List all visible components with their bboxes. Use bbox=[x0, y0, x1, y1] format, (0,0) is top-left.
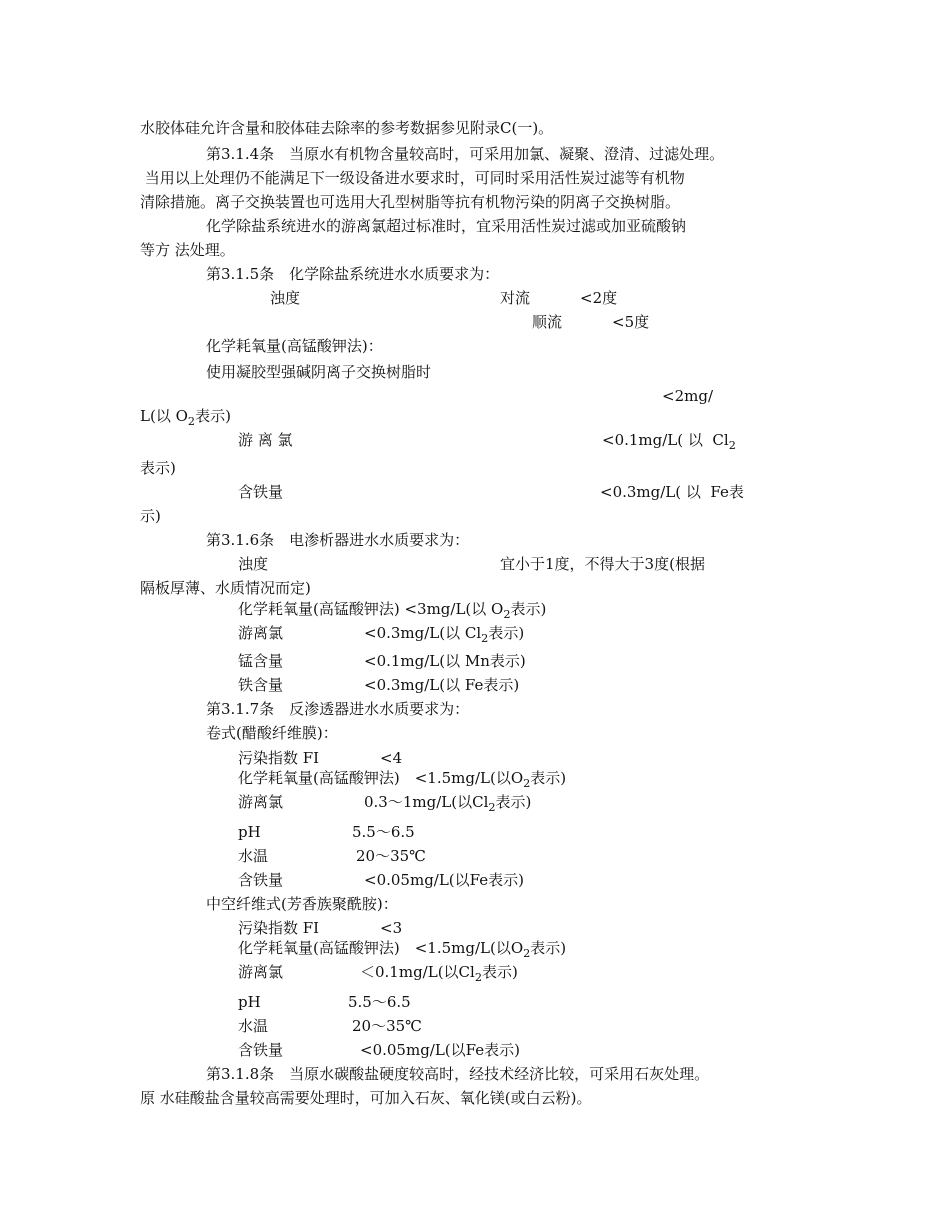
text-line bbox=[364, 870, 524, 890]
text-run: 顺流 bbox=[532, 313, 563, 331]
text-line bbox=[238, 748, 319, 768]
text-line bbox=[140, 458, 176, 478]
text-line bbox=[140, 406, 231, 426]
text-run: 表示) bbox=[195, 407, 231, 425]
text-run: 0.3～1mg/L(以Cl bbox=[364, 793, 489, 811]
text-line bbox=[360, 962, 518, 982]
text-run: <2度 bbox=[580, 289, 618, 307]
text-run: 表示) bbox=[140, 459, 176, 477]
text-line bbox=[238, 623, 283, 643]
text-line bbox=[206, 144, 724, 164]
text-line bbox=[500, 554, 705, 574]
text-run: 第3.1.8条 当原水碳酸盐硬度较高时，经技术经济比较，可采用石灰处理。 bbox=[206, 1065, 710, 1083]
text-run: 水胶体硅允许含量和胶体硅去除率的参考数据参见附录C(一)。 bbox=[140, 119, 554, 137]
text-run: 游离氯 bbox=[238, 793, 284, 811]
text-line bbox=[238, 651, 283, 671]
text-run: 表示) bbox=[510, 600, 547, 618]
text-run: <4 bbox=[380, 749, 403, 767]
text-run: 等方 法处理。 bbox=[140, 241, 235, 259]
text-run: 污染指数 FI bbox=[238, 919, 320, 937]
text-run: 游离氯 bbox=[238, 624, 284, 642]
text-run: 含铁量 bbox=[238, 1041, 284, 1059]
subscript: 2 bbox=[523, 946, 531, 960]
text-run: 化学耗氧量(高锰酸钾法) <1.5mg/L(以O bbox=[238, 769, 524, 787]
subscript: 2 bbox=[728, 438, 736, 452]
text-run: <0.3mg/L(以 Fe表示) bbox=[364, 676, 520, 694]
text-run: 浊度 bbox=[238, 555, 269, 573]
text-line bbox=[238, 992, 261, 1012]
text-line bbox=[352, 822, 415, 842]
text-run: 化学耗氧量(高锰酸钾法)： bbox=[206, 337, 383, 355]
text-run: 铁含量 bbox=[238, 676, 284, 694]
text-run: <5度 bbox=[612, 313, 650, 331]
text-line bbox=[140, 1088, 591, 1108]
text-run: <0.05mg/L(以Fe表示) bbox=[360, 1041, 520, 1059]
text-line bbox=[380, 918, 402, 938]
text-line bbox=[356, 846, 426, 866]
text-run: 5.5～6.5 bbox=[348, 993, 411, 1011]
text-line bbox=[206, 264, 499, 284]
text-run: 游 离 氯 bbox=[238, 431, 293, 449]
text-run: 使用凝胶型强碱阴离子交换树脂时 bbox=[206, 363, 432, 381]
text-line bbox=[206, 723, 338, 743]
text-line bbox=[238, 1040, 283, 1060]
text-line bbox=[206, 530, 469, 550]
text-run: 表示) bbox=[495, 793, 532, 811]
text-run: 污染指数 FI bbox=[238, 749, 320, 767]
text-run: 第3.1.7条 反渗透器进水水质要求为： bbox=[206, 700, 470, 718]
text-run: 第3.1.5条 化学除盐系统进水水质要求为： bbox=[206, 265, 500, 283]
text-run: 清除措施。离子交换装置也可选用大孔型树脂等抗有机物污染的阴离子交换树脂。 bbox=[140, 193, 681, 211]
text-run: 卷式(醋酸纤维膜)： bbox=[206, 724, 338, 742]
text-line bbox=[238, 870, 283, 890]
text-line bbox=[206, 699, 469, 719]
text-run: 表示) bbox=[530, 769, 567, 787]
text-line bbox=[238, 482, 283, 502]
text-run: L(以 O bbox=[140, 407, 188, 425]
text-line bbox=[352, 1016, 422, 1036]
text-line bbox=[364, 675, 519, 695]
text-run: 化学耗氧量(高锰酸钾法) <3mg/L(以 O bbox=[238, 600, 504, 618]
text-run: 表示) bbox=[530, 939, 567, 957]
text-run: 中空纤维式(芳香族聚酰胺)： bbox=[206, 895, 398, 913]
text-run: 第3.1.4条 当原水有机物含量较高时，可采用加氯、凝聚、澄清、过滤处理。 bbox=[206, 145, 725, 163]
text-run: 化学除盐系统进水的游离氯超过标准时，宜采用活性炭过滤或加亚硫酸钠 bbox=[206, 217, 687, 235]
text-run: 宜小于1度，不得大于3度(根据 bbox=[500, 555, 705, 573]
subscript: 2 bbox=[481, 631, 489, 645]
text-line bbox=[238, 1016, 268, 1036]
subscript: 2 bbox=[187, 414, 196, 428]
subscript: 2 bbox=[488, 800, 496, 814]
text-run: 锰含量 bbox=[238, 652, 284, 670]
text-run: 含铁量 bbox=[238, 483, 284, 501]
text-line bbox=[380, 748, 402, 768]
text-run: 隔板厚薄、水质情况而定) bbox=[140, 579, 311, 597]
text-run: 示) bbox=[140, 507, 161, 525]
text-line bbox=[602, 430, 736, 450]
text-line bbox=[238, 792, 283, 812]
text-run: pH bbox=[238, 823, 261, 841]
text-line bbox=[612, 312, 649, 332]
text-run: <0.3mg/L(以 Cl bbox=[364, 624, 482, 642]
text-run: ＜0.1mg/L(以Cl bbox=[360, 963, 475, 981]
text-line bbox=[206, 1064, 709, 1084]
text-run: 第3.1.6条 电渗析器进水水质要求为： bbox=[206, 531, 470, 549]
text-line bbox=[238, 675, 283, 695]
text-line bbox=[140, 240, 235, 260]
text-line bbox=[238, 554, 268, 574]
text-line bbox=[206, 362, 431, 382]
text-line bbox=[238, 918, 319, 938]
text-line bbox=[532, 312, 562, 332]
text-run: pH bbox=[238, 993, 261, 1011]
text-run: <0.3mg/L( 以 Fe表 bbox=[600, 483, 744, 501]
text-run: 20～35℃ bbox=[352, 1017, 422, 1035]
text-line bbox=[206, 336, 383, 356]
text-run: 5.5～6.5 bbox=[352, 823, 415, 841]
text-line bbox=[662, 386, 713, 406]
text-run: 原 水硅酸盐含量较高需要处理时，可加入石灰、氧化镁(或白云粉)。 bbox=[140, 1089, 592, 1107]
text-run: 对流 bbox=[500, 289, 531, 307]
text-line bbox=[364, 651, 526, 671]
text-line bbox=[206, 216, 686, 236]
text-line bbox=[238, 962, 283, 982]
text-run: 水温 bbox=[238, 847, 269, 865]
subscript: 2 bbox=[503, 607, 511, 621]
text-run: <0.1mg/L(以 Mn表示) bbox=[364, 652, 526, 670]
subscript: 2 bbox=[474, 970, 482, 984]
text-line bbox=[238, 768, 566, 788]
text-line bbox=[238, 938, 566, 958]
text-run: 水温 bbox=[238, 1017, 269, 1035]
text-run: 游离氯 bbox=[238, 963, 284, 981]
text-line bbox=[600, 482, 744, 502]
text-line bbox=[500, 288, 530, 308]
text-run: 化学耗氧量(高锰酸钾法) <1.5mg/L(以O bbox=[238, 939, 524, 957]
text-line bbox=[348, 992, 411, 1012]
text-run: 含铁量 bbox=[238, 871, 284, 889]
text-run: 表示) bbox=[482, 963, 518, 981]
text-run: 20～35℃ bbox=[356, 847, 426, 865]
text-line bbox=[140, 192, 680, 212]
text-line bbox=[238, 822, 261, 842]
text-run: 浊度 bbox=[270, 289, 301, 307]
text-line bbox=[364, 792, 531, 812]
text-line bbox=[140, 506, 161, 526]
text-run: <0.05mg/L(以Fe表示) bbox=[364, 871, 524, 889]
text-line bbox=[580, 288, 617, 308]
subscript: 2 bbox=[523, 776, 531, 790]
text-line bbox=[238, 846, 268, 866]
text-run: 当用以上处理仍不能满足下一级设备进水要求时，可同时采用活性炭过滤等有机物 bbox=[140, 169, 685, 187]
text-run: 表示) bbox=[488, 624, 525, 642]
text-line bbox=[140, 168, 685, 188]
text-line bbox=[364, 623, 524, 643]
text-line bbox=[238, 599, 546, 619]
text-line bbox=[238, 430, 293, 450]
text-line bbox=[140, 578, 311, 598]
text-run: <0.1mg/L( 以 Cl bbox=[602, 431, 729, 449]
text-line bbox=[140, 118, 553, 138]
text-run: <3 bbox=[380, 919, 403, 937]
text-line bbox=[206, 894, 398, 914]
text-run: <2mg/ bbox=[662, 387, 713, 405]
text-line bbox=[270, 288, 300, 308]
text-line bbox=[360, 1040, 520, 1060]
